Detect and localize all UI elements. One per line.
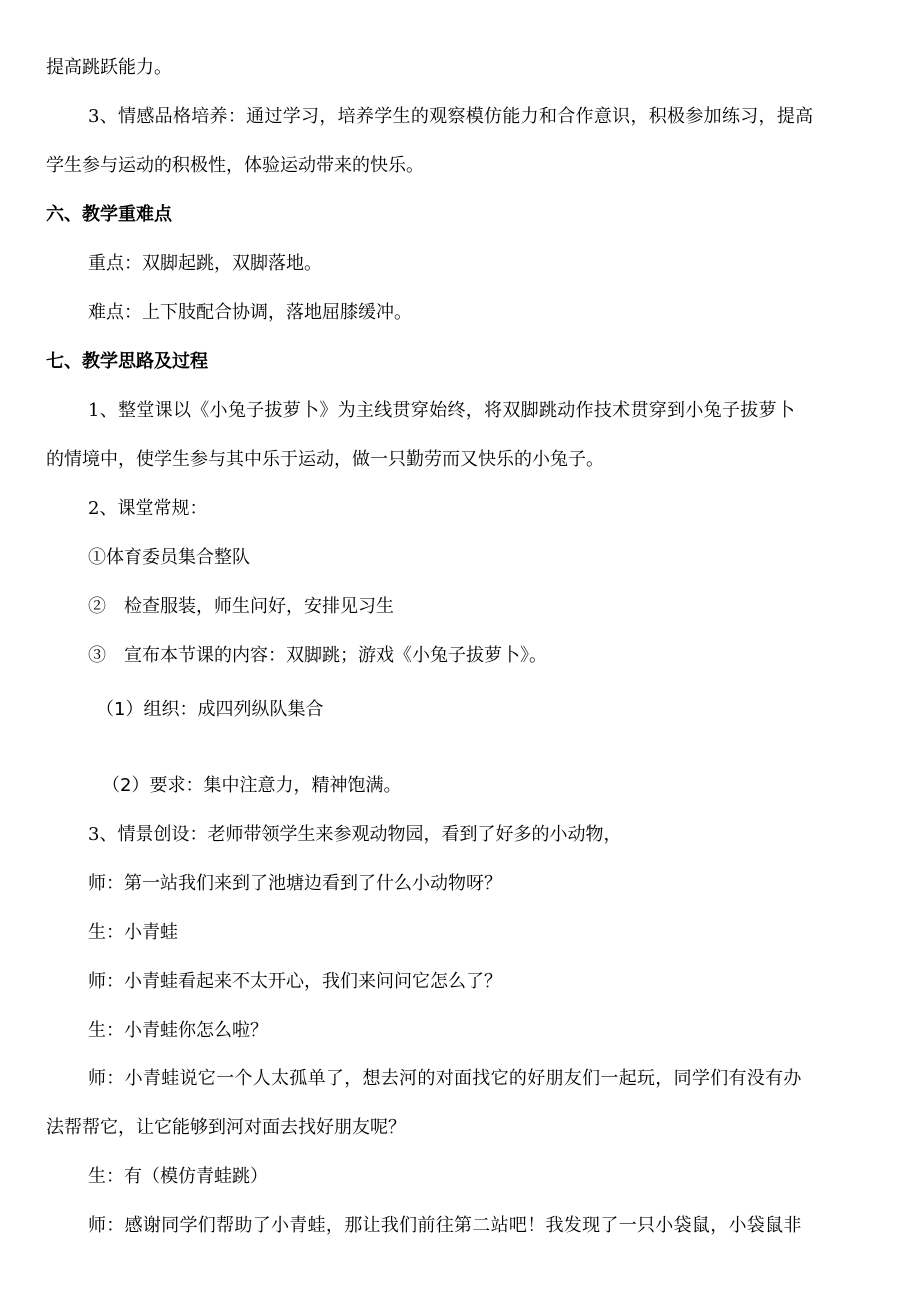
text-line: （2）要求：集中注意力，精神饱满。 (102, 775, 402, 796)
text-line: 师：小青蛙说它一个人太孤单了，想去河的对面找它的好朋友们一起玩，同学们有没有办 (88, 1068, 802, 1089)
text-line: （1）组织：成四列纵队集合 (96, 699, 324, 720)
text-line: 3、情景创设：老师带领学生来参观动物园，看到了好多的小动物， (88, 824, 622, 845)
section-heading: 六、教学重难点 (46, 204, 172, 225)
text-line: 提高跳跃能力。 (46, 57, 172, 78)
text-line: 生：小青蛙你怎么啦？ (88, 1020, 268, 1041)
text-line: 生：有（模仿青蛙跳） (88, 1166, 268, 1187)
text-line: 法帮帮它，让它能够到河对面去找好朋友呢？ (46, 1117, 406, 1138)
text-line: 1、整堂课以《小兔子拔萝卜》为主线贯穿始终，将双脚跳动作技术贯穿到小兔子拔萝卜 (88, 400, 796, 421)
text-line: ③ 宣布本节课的内容：双脚跳；游戏《小兔子拔萝卜》。 (88, 645, 547, 666)
text-line: 重点：双脚起跳，双脚落地。 (88, 253, 322, 274)
text-line: 生：小青蛙 (88, 922, 178, 943)
text-line: 2、课堂常规： (88, 498, 208, 519)
text-line: 的情境中，使学生参与其中乐于运动，做一只勤劳而又快乐的小兔子。 (46, 449, 604, 470)
text-line: 学生参与运动的积极性，体验运动带来的快乐。 (46, 155, 424, 176)
text-line: ② 检查服装，师生问好，安排见习生 (88, 596, 394, 617)
text-line: 3、情感品格培养：通过学习，培养学生的观察模仿能力和合作意识，积极参加练习，提高 (88, 106, 814, 127)
text-line: ①体育委员集合整队 (88, 547, 250, 568)
text-line: 师：第一站我们来到了池塘边看到了什么小动物呀？ (88, 873, 502, 894)
text-line: 难点：上下肢配合协调，落地屈膝缓冲。 (88, 302, 412, 323)
section-heading: 七、教学思路及过程 (46, 351, 208, 372)
text-line: 师：小青蛙看起来不太开心，我们来问问它怎么了？ (88, 971, 502, 992)
text-line: 师：感谢同学们帮助了小青蛙，那让我们前往第二站吧！我发现了一只小袋鼠，小袋鼠非 (88, 1215, 802, 1236)
